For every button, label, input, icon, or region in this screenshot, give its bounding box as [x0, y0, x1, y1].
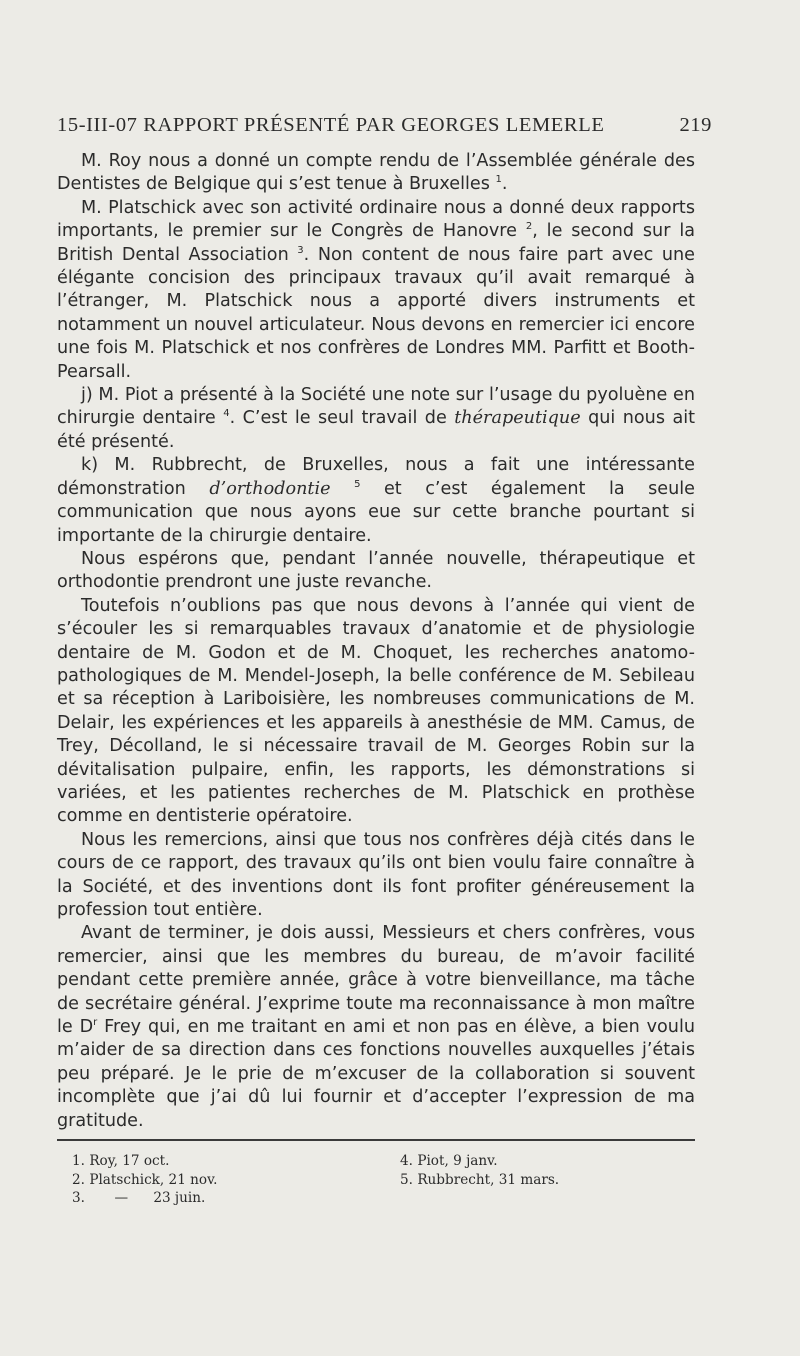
text-run: .	[501, 174, 508, 195]
footnote-text: Platschick, 21 nov.	[89, 1171, 218, 1188]
paragraph	[57, 922, 695, 1133]
text-run: M. Platschick avec son activité ordinaire nous a donné deux rapports importants, le premier sur le Congrès de Hanovre	[57, 197, 695, 242]
text-run: Nous les remercions, ainsi que tous nos confrères déjà cités dans le cours de ce rapport, des travaux qu’ils ont bien voulu faire connaître à la Société, et des inventions dont ils font profiter généreusement la profession tout entière.	[57, 829, 695, 920]
footnote-reference: 3	[297, 244, 304, 256]
text-run	[331, 479, 355, 499]
footnote-reference: 2	[525, 221, 533, 233]
paragraph	[57, 197, 695, 384]
footnote-number: 1.	[72, 1153, 85, 1169]
footnote-separator	[57, 1139, 695, 1141]
footnote-reference: r	[93, 1017, 98, 1029]
footnote-number: 4.	[400, 1153, 413, 1169]
footnote-reference: 5	[354, 478, 361, 490]
ditto-dash: —	[114, 1190, 129, 1206]
text-run: Toutefois n’oublions pas que nous devons à l’année qui vient de s’écouler les si remarquables travaux d’anatomie et de physiologie dentaire de M. Godon et de M. Choquet, les recherches anatomo-pathologiques de M. Mendel-Joseph, la belle conférence de M. Sebileau et sa réception à Lariboisière, les nombreuses communications de M. Delair, les expériences et les appareils à anesthésie de MM. Camus, de Trey, Décolland, le si nécessaire travail de M. Georges Robin sur la dévitalisation pulpaire, enfin, les rapports, les démonstrations si variées, et les patientes recherches de M. Platschick en prothèse comme en dentisterie opératoire.	[57, 595, 695, 827]
footnote-text: Rubbrecht, 31 mars.	[417, 1171, 560, 1188]
page-number: 219	[679, 114, 712, 136]
paragraph	[57, 150, 695, 197]
footnote-text: Piot, 9 janv.	[417, 1153, 498, 1169]
paragraph	[57, 454, 695, 548]
footnote-reference: 4	[223, 408, 230, 420]
text-run: . Non content de nous faire part avec une élégante concision des principaux travaux qu’il avait remarqué à l’étranger, M. Platschick nous a apporté divers instruments et notamment un nouvel articulateur. Nous devons en remercier ici encore une fois M. Platschick et nos confrères de Londres MM. Parfitt et Booth-Pearsall.	[57, 244, 695, 382]
paragraph	[57, 548, 695, 595]
footnote-number: 5.	[400, 1171, 413, 1188]
paragraph	[57, 595, 695, 829]
text-run: j) M. Piot a présenté à la Société une note sur l’usage du pyoluène en chirurgie dentaire	[57, 385, 695, 429]
running-title: 15-III-07 RAPPORT PRÉSENTÉ PAR GEORGES LEMERLE	[57, 114, 605, 136]
paragraph	[57, 384, 695, 454]
text-run: , le second sur la British Dental Association	[57, 221, 695, 265]
footnote-number: 2.	[72, 1171, 85, 1188]
running-header	[57, 114, 712, 137]
text-run: Frey qui, en me traitant en ami et non pas en élève, a bien voulu m’aider de sa direction dans ces fonctions nouvelles auxquelles j’étais peu préparé. Je le prie de m’excuser de la collaboration si souvent incomplète que j’ai dû lui fournir et d’accepter l’expression de ma gratitude.	[57, 1017, 695, 1131]
footnote	[72, 1152, 218, 1171]
body-text	[57, 150, 695, 1133]
footnote-text: 23 juin.	[153, 1190, 206, 1206]
footnote-number: 3.	[72, 1190, 85, 1206]
text-run: M. Roy nous a donné un compte rendu de l’Assemblée générale des Dentistes de Belgique qui s’est tenue à Bruxelles	[57, 151, 695, 195]
footnote	[400, 1171, 559, 1190]
text-run: qui nous ait été présenté.	[57, 408, 696, 452]
text-run: et c’est également la seule communication que nous ayons eue sur cette branche pourtant si importante de la chirurgie dentaire.	[57, 478, 695, 546]
footnote	[400, 1152, 559, 1171]
footnote-reference: 1	[495, 174, 502, 186]
footnotes-right-column	[400, 1152, 559, 1189]
text-run: Avant de terminer, je dois aussi, Messieurs et chers confrères, vous remercier, ainsi que les membres du bureau, de m’avoir facilité pendant cette première année, grâce à votre bienveillance, ma tâche de secrétaire général. J’exprime toute ma reconnaissance à mon maître le D	[57, 923, 695, 1038]
text-run: k) M. Rubbrecht, de Bruxelles, nous a fait une intéressante démonstration	[57, 455, 695, 499]
footnote	[72, 1189, 218, 1208]
paragraph	[57, 829, 695, 923]
footnote-text: Roy, 17 oct.	[89, 1153, 170, 1169]
footnotes-left-column	[72, 1152, 218, 1208]
italic-term: d’orthodontie	[209, 478, 331, 499]
text-run: . C’est le seul travail de	[229, 408, 455, 429]
italic-term: thérapeutique	[454, 408, 581, 429]
footnote	[72, 1171, 218, 1190]
text-run: Nous espérons que, pendant l’année nouvelle, thérapeutique et orthodontie prendront une juste revanche.	[57, 548, 695, 593]
